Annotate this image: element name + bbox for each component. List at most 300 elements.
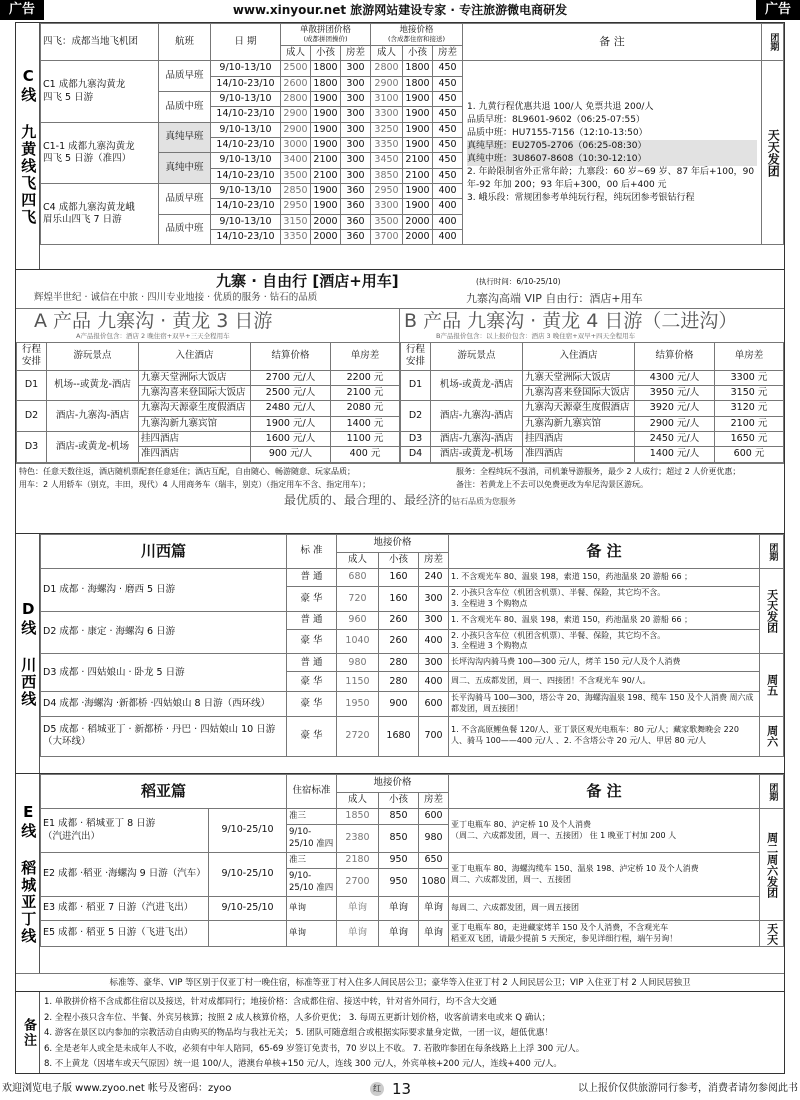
freq-header: 团期	[760, 535, 784, 569]
freq-value: 天天发团	[760, 569, 784, 654]
date-range: 9/10-25/10	[209, 853, 287, 897]
date-range: 9/10-13/10	[211, 184, 281, 199]
remark-line: 6. 全是老年人或全是未成年人不收，必须有中年人陪同，65-69 岁签订免责书，70 岁以上不收。 7. 若散昨参团在每条线路上上浮 300 元/人。	[44, 1043, 585, 1054]
price: 3500	[371, 214, 403, 229]
spot-cell: 酒店-九寨沟-酒店	[47, 401, 139, 432]
day-cell: D3	[401, 432, 431, 447]
remark-line: 8. 不上黄龙（因堵车或天气原因）统一退 100/人，港澳台单核+150 元/人，连线 300 元/人，外宾单核+200 元/人，连线+400 元/人。	[44, 1059, 562, 1069]
product-a-title: A 产品 九寨沟 · 黄龙 3 日游	[34, 310, 273, 332]
section-jiuzhai	[16, 269, 784, 533]
product-name: E1 成都 · 稻城亚丁 8 日游 （汽进汽出）	[41, 809, 209, 853]
price: 1900	[403, 122, 433, 137]
product-b-title: B 产品 九寨沟 · 黄龙 4 日游（二进沟）	[404, 310, 738, 332]
price: 450	[433, 76, 463, 91]
child-header: 小孩	[379, 553, 419, 569]
diff-header: 单房差	[331, 343, 400, 371]
date-range: 9/10-13/10	[211, 122, 281, 137]
jz-title: 九寨 · 自由行 [酒店+用车]	[216, 272, 399, 290]
price-header: 结算价格	[635, 343, 715, 371]
note-line: 2. 年龄限制省外正常年龄；九寨段：60 岁~69 岁、87 年后+100，90 年-92 年加 200；93 年后+300，00 后+400 元	[467, 166, 755, 190]
price: 360	[341, 230, 371, 245]
price: 160	[379, 587, 419, 612]
note-line: 品质早班：8L9601-9602（06:25-07:55）	[467, 114, 645, 125]
section-c-table	[40, 23, 784, 245]
price: 300	[341, 76, 371, 91]
price: 2900	[281, 122, 311, 137]
price: 单询	[419, 897, 449, 921]
price-cell: 3920 元/人	[635, 401, 715, 416]
std-cell: 豪 华	[287, 716, 337, 756]
e-note-header: 备 注	[449, 775, 760, 809]
price: 1900	[403, 107, 433, 122]
std-cell: 豪 华	[287, 629, 337, 654]
price-cell: 2480 元/人	[251, 401, 331, 416]
note-cell: 1. 不含观光车 80、温泉 198，索道 150，药池温泉 20 游船 66 ；	[449, 569, 760, 587]
d-title: 川西篇	[41, 535, 287, 569]
price: 单询	[337, 897, 379, 921]
table-row	[41, 716, 784, 756]
diff-cell: 400 元	[331, 447, 400, 462]
price: 280	[379, 672, 419, 692]
product-name: D2 成都 · 康定 · 海螺沟 6 日游	[41, 611, 287, 654]
price: 3700	[371, 230, 403, 245]
e-std-note: 标准等、豪华、VIP 等区别于仅亚丁村一晚住宿，标准等亚丁村入住多人间民居公卫；豪华等入住亚丁村 2 人间民居公卫；VIP 入住亚丁村 2 人间民居独卫	[16, 973, 784, 991]
price: 360	[341, 184, 371, 199]
price: 3000	[281, 138, 311, 153]
price: 3300	[371, 107, 403, 122]
hotel-header: 入住酒店	[139, 343, 251, 371]
flight-class: 品质早班	[159, 61, 211, 92]
remark-line: 备注：若黄龙上不去可以免费更改为牟尼沟景区游玩。	[456, 479, 648, 489]
product-name: D5 成都 · 稻城亚丁 · 新都桥 · 丹巴 · 四姑娘山 10 日游（大环线）	[41, 716, 287, 756]
price-cell: 2450 元/人	[635, 432, 715, 447]
diff-cell: 1400 元	[331, 416, 400, 431]
note-cell: 1. 不含观光车 80、温泉 198，索道 150，药池温泉 20 游船 66 ；	[449, 611, 760, 629]
hotel-cell: 挂四酒店	[523, 432, 635, 447]
hotel-cell: 九寨沟新九寨宾馆	[523, 416, 635, 431]
jz-slogan: 辉煌半世纪 · 诚信在中旅 · 四川专业地接 · 优质的服务 · 钻石的品质	[34, 292, 318, 303]
price: 450	[433, 138, 463, 153]
table-row	[401, 432, 784, 447]
spot-cell: 机场-或黄龙-酒店	[431, 370, 523, 401]
price: 450	[433, 168, 463, 183]
table-row	[17, 401, 400, 416]
product-b-table	[400, 342, 784, 463]
e-title: 稻亚篇	[41, 775, 287, 809]
product-name: D1 成都 · 海螺沟 · 磨西 5 日游	[41, 569, 287, 612]
note-cell: 2. 小孩只含车位（机团含机票）、半餐、保险，其它均不含。 3. 全程进 3 个购物点	[449, 587, 760, 612]
price: 单询	[419, 921, 449, 947]
date-range: 14/10-23/10	[211, 76, 281, 91]
price: 3350	[281, 230, 311, 245]
day-cell: D1	[17, 370, 47, 401]
footer	[0, 1078, 800, 1100]
spot-cell: 酒店-或黄龙-机场	[431, 447, 523, 462]
date-range: 14/10-23/10	[211, 230, 281, 245]
std-cell: 豪 华	[287, 587, 337, 612]
diff-cell: 3150 元	[715, 386, 784, 401]
adult-header: 成人	[371, 46, 403, 61]
day-cell: D3	[17, 432, 47, 463]
price: 2100	[311, 168, 341, 183]
spot-cell: 酒店-九寨沟-酒店	[431, 432, 523, 447]
date-range: 14/10-23/10	[211, 168, 281, 183]
date-range: 9/10-13/10	[211, 153, 281, 168]
price: 1950	[337, 692, 379, 717]
product-name: E5 成都 · 稻亚 5 日游（飞进飞出）	[41, 921, 209, 947]
std-header: 住宿标准	[287, 775, 337, 809]
date-range: 14/10-23/10	[211, 107, 281, 122]
price: 1040	[337, 629, 379, 654]
price: 950	[379, 853, 419, 869]
price: 3450	[371, 153, 403, 168]
day-header: 行程安排	[401, 343, 431, 371]
price: 360	[341, 214, 371, 229]
ad-label-left: 广告	[0, 0, 44, 20]
price: 1680	[379, 716, 419, 756]
hotel-cell: 九寨沟喜来登国际大饭店	[523, 386, 635, 401]
price: 1900	[311, 92, 341, 107]
note-line: 真纯早班：EU2705-2706（06:25-08:30）	[467, 140, 757, 153]
product-name: D4 成都 ·海螺沟 ·新都桥 ·四姑娘山 8 日游（西环线）	[41, 692, 287, 717]
date-range: 14/10-23/10	[211, 138, 281, 153]
price: 400	[433, 184, 463, 199]
adult-header: 成人	[337, 553, 379, 569]
price: 900	[379, 692, 419, 717]
price: 3100	[371, 92, 403, 107]
group-header: 四飞：成都当地飞机团	[41, 24, 159, 61]
price: 950	[379, 869, 419, 897]
slogan-line: 最优质的、最合理的、最经济的钻石品质为您服务	[283, 492, 516, 507]
section-c-label: C线 九黄线飞四飞	[16, 23, 40, 269]
price-cell: 900 元/人	[251, 447, 331, 462]
price: 400	[433, 230, 463, 245]
note-line: 品质中班：HU7155-7156（12:10-13:50）	[467, 127, 648, 138]
flight-class: 真纯早班	[159, 122, 211, 153]
product-name: C4 成都九寨沟黄龙峨 眉乐山四飞 7 日游	[41, 184, 159, 245]
table-row	[41, 853, 784, 869]
price: 400	[419, 629, 449, 654]
product-name: C1-1 成都九寨沟黄龙 四飞 5 日游（准四）	[41, 122, 159, 183]
flight-header: 航班	[159, 24, 211, 61]
price: 2800	[281, 92, 311, 107]
date-range: 9/10-13/10	[211, 61, 281, 76]
spot-cell: 酒店-或黄龙-机场	[47, 432, 139, 463]
adult-header: 成人	[337, 793, 379, 809]
freq-value: 周六	[760, 716, 784, 756]
price: 1900	[403, 199, 433, 214]
hotel-cell: 九寨天堂洲际大饭店	[523, 370, 635, 385]
price: 2900	[281, 107, 311, 122]
note-line: 3. 峨乐段：常规团参考单纯玩行程，纯玩团参考银钻行程	[467, 193, 695, 204]
price-cell: 3950 元/人	[635, 386, 715, 401]
remark-line: 4. 游客在景区以内参加的宗教活动自由购买的物品均与我社无关； 5. 团队可随意组合或根据实际要求量身定做，一团一议，超低优惠！	[44, 1028, 553, 1038]
product-a-table	[16, 342, 400, 463]
c-notes	[463, 61, 762, 245]
price: 160	[379, 569, 419, 587]
price: 300	[419, 587, 449, 612]
price-cell: 1900 元/人	[251, 416, 331, 431]
price: 960	[337, 611, 379, 629]
price: 2900	[371, 76, 403, 91]
price: 3500	[281, 168, 311, 183]
price: 2000	[311, 214, 341, 229]
price: 1900	[311, 199, 341, 214]
note-cell: 2. 小孩只含车位（机团含机票）、半餐、保险，其它均不含。 3. 全程进 3 个购物点	[449, 629, 760, 654]
table-row	[401, 370, 784, 385]
jj-header: 地接价格	[337, 775, 449, 793]
price: 2700	[337, 869, 379, 897]
jj-header: 地接价格	[337, 535, 449, 553]
table-row	[41, 654, 784, 672]
table-row	[17, 432, 400, 447]
price: 2950	[281, 199, 311, 214]
remark-line: 1. 单散拼价格不含成都住宿以及接送，针对成都同行；地接价格：含成都住宿、接送中转，针对省外同行，均不含大交通	[44, 997, 497, 1007]
day-cell: D2	[17, 401, 47, 432]
table-row	[41, 611, 784, 629]
price: 1900	[403, 138, 433, 153]
price: 1900	[311, 138, 341, 153]
price: 300	[341, 92, 371, 107]
price: 300	[419, 654, 449, 672]
note-header: 备 注	[463, 24, 762, 61]
diff-cell: 2200 元	[331, 370, 400, 385]
diff-header: 房差	[433, 46, 463, 61]
price: 850	[379, 825, 419, 853]
price: 980	[419, 825, 449, 853]
date-range: 9/10-25/10	[209, 897, 287, 921]
section-e-table	[40, 774, 784, 947]
std-cell: 普 通	[287, 654, 337, 672]
flight-class: 品质中班	[159, 214, 211, 245]
freq-header: 团期	[762, 24, 784, 61]
price: 680	[337, 569, 379, 587]
price: 360	[341, 199, 371, 214]
std-cell: 普 通	[287, 611, 337, 629]
date-range: 9/10-25/10	[209, 809, 287, 853]
price: 2950	[371, 184, 403, 199]
hotel-cell: 挂四酒店	[139, 432, 251, 447]
price: 260	[379, 611, 419, 629]
price-sheet	[15, 22, 785, 1074]
table-row	[401, 447, 784, 462]
product-b-sub: B产品报价包含：以上报价包含：酒店 3 晚住宿+双早+四天全程用车	[436, 332, 636, 340]
hotel-cell: 九寨沟天源豪生度假酒店	[139, 401, 251, 416]
remark-line: 2. 全程小孩只含车位、半餐、外宾另核算；按照 2 成人核算价格，人多价更优； 3. 每周五更新计划价格，收客前请来电或来 Q 确认；	[44, 1012, 551, 1023]
diff-cell: 2080 元	[331, 401, 400, 416]
date-range: 9/10-13/10	[211, 214, 281, 229]
price: 1900	[311, 122, 341, 137]
std-header: 标 准	[287, 535, 337, 569]
price: 2850	[281, 184, 311, 199]
remarks-label: 备注	[16, 992, 40, 1073]
d-note-header: 备 注	[449, 535, 760, 569]
note-cell: 亚丁电瓶车 80，走进藏家烤羊 150 及个人消费，不含观光车 稻亚双飞团，请最少提前 5 天预定，参见详细行程，端午另询！	[449, 921, 760, 947]
product-a-sub: A产品报价包含：酒店 2 晚住宿+双早+三天全程用车	[76, 332, 230, 340]
section-e	[16, 773, 784, 991]
price: 700	[419, 716, 449, 756]
price: 300	[341, 168, 371, 183]
freq-value: 天天	[760, 921, 784, 947]
price-cell: 2700 元/人	[251, 370, 331, 385]
jz-exec: (执行时间：6/10-25/10)	[476, 277, 561, 286]
price: 720	[337, 587, 379, 612]
spot-cell: 机场--或黄龙-酒店	[47, 370, 139, 401]
child-header: 小孩	[403, 46, 433, 61]
product-name: E3 成都 · 稻亚 7 日游（汽进飞出）	[41, 897, 209, 921]
price: 300	[341, 61, 371, 76]
price: 450	[433, 107, 463, 122]
price: 260	[379, 629, 419, 654]
note-line: 1. 九黄行程优惠共退 100/人 免票共退 200/人	[467, 101, 654, 112]
diff-header: 房差	[419, 553, 449, 569]
price: 2800	[371, 61, 403, 76]
spot-header: 游玩景点	[431, 343, 523, 371]
std-cell: 单询	[287, 897, 337, 921]
note-cell: 周二、五成都发团，周一、四接团！不含观光车 90/人。	[449, 672, 760, 692]
price: 3350	[371, 138, 403, 153]
section-remarks	[16, 991, 784, 1073]
price: 1900	[311, 184, 341, 199]
diff-header: 单房差	[715, 343, 784, 371]
section-e-label: E线 稻城亚丁线	[16, 774, 40, 973]
note-cell: 每周二、六成都发团，周一周五接团	[449, 897, 760, 921]
price: 1800	[311, 61, 341, 76]
date-range: 14/10-23/10	[211, 199, 281, 214]
table-row	[41, 692, 784, 717]
price: 1150	[337, 672, 379, 692]
section-c	[16, 23, 784, 269]
price: 单询	[379, 921, 419, 947]
std-cell: 准三	[287, 809, 337, 825]
table-row	[41, 569, 784, 587]
price: 450	[433, 153, 463, 168]
child-header: 小孩	[311, 46, 341, 61]
price: 单询	[337, 921, 379, 947]
std-cell: 准三	[287, 853, 337, 869]
price: 300	[419, 611, 449, 629]
price: 2100	[403, 153, 433, 168]
price: 3250	[371, 122, 403, 137]
flight-class: 品质中班	[159, 92, 211, 123]
price: 600	[419, 809, 449, 825]
std-cell: 普 通	[287, 569, 337, 587]
price: 2100	[403, 168, 433, 183]
price-cell: 2500 元/人	[251, 386, 331, 401]
day-cell: D1	[401, 370, 431, 401]
price: 1800	[403, 61, 433, 76]
price: 400	[419, 672, 449, 692]
diff-header: 房差	[341, 46, 371, 61]
diff-cell: 2100 元	[331, 386, 400, 401]
site-tagline: www.xinyour.net 旅游网站建设专家 · 专注旅游微电商研发	[232, 3, 568, 17]
price: 3150	[281, 214, 311, 229]
price: 2720	[337, 716, 379, 756]
price: 450	[433, 122, 463, 137]
price: 2000	[403, 214, 433, 229]
freq-value: 天天发团	[762, 61, 784, 245]
price: 400	[433, 214, 463, 229]
table-row	[17, 370, 400, 385]
hotel-header: 入住酒店	[523, 343, 635, 371]
price: 2180	[337, 853, 379, 869]
price: 240	[419, 569, 449, 587]
note-line: 真纯中班：3U8607-8608（10:30-12:10）	[467, 153, 757, 166]
table-row	[41, 809, 784, 825]
table-row	[41, 921, 784, 947]
freq-value: 周二周六发团	[760, 809, 784, 921]
flight-class: 真纯中班	[159, 153, 211, 184]
jz-vip: 九寨沟高端 VIP 自由行：酒店+用车	[466, 292, 643, 305]
price: 1900	[403, 92, 433, 107]
section-d	[16, 533, 784, 773]
freq-header: 团期	[760, 775, 784, 809]
note-cell: 亚丁电瓶车 80、泸定桥 10 及个人消费 （周二、六成都发团，周一、五接团） 住 1 晚亚丁村加 200 人	[449, 809, 760, 853]
std-cell: 9/10-25/10 准四	[287, 869, 337, 897]
day-header: 行程安排	[17, 343, 47, 371]
price: 1800	[311, 76, 341, 91]
hotel-cell: 九寨天堂洲际大饭店	[139, 370, 251, 385]
diff-cell: 3300 元	[715, 370, 784, 385]
price: 300	[341, 153, 371, 168]
table-row	[41, 897, 784, 921]
child-header: 小孩	[379, 793, 419, 809]
price: 400	[433, 199, 463, 214]
adult-header: 成人	[281, 46, 311, 61]
price: 300	[341, 107, 371, 122]
price: 450	[433, 92, 463, 107]
note-cell: 长坪沟沟内骑马费 100—300 元/人，烤羊 150 元/人及个人消费	[449, 654, 760, 672]
price: 300	[341, 138, 371, 153]
price: 2000	[403, 230, 433, 245]
table-row	[401, 401, 784, 416]
price: 3400	[281, 153, 311, 168]
flight-class: 品质早班	[159, 184, 211, 215]
price: 450	[433, 61, 463, 76]
price: 2500	[281, 61, 311, 76]
std-cell: 单询	[287, 921, 337, 947]
note-cell: 长平沟骑马 100—300，塔公寺 20、海螺沟温泉 198、缆车 150 及个人消费 周六成都发团，周五接团！	[449, 692, 760, 717]
hotel-cell: 准四酒店	[139, 447, 251, 462]
diff-cell: 1650 元	[715, 432, 784, 447]
sanke-header: 单散拼团价格 (成都拼团操价)	[281, 24, 371, 46]
price: 1800	[403, 76, 433, 91]
red-badge: 红	[370, 1082, 384, 1096]
price: 1850	[337, 809, 379, 825]
std-cell: 豪 华	[287, 672, 337, 692]
date-header: 日 期	[211, 24, 281, 61]
hotel-cell: 九寨沟天源豪生度假酒店	[523, 401, 635, 416]
price: 单询	[379, 897, 419, 921]
spot-cell: 酒店-九寨沟-酒店	[431, 401, 523, 432]
price-cell: 1400 元/人	[635, 447, 715, 462]
section-d-table	[40, 534, 784, 757]
date-range	[209, 921, 287, 947]
spot-header: 游玩景点	[47, 343, 139, 371]
price: 2100	[311, 153, 341, 168]
hotel-cell: 准四酒店	[523, 447, 635, 462]
day-cell: D2	[401, 401, 431, 432]
price-cell: 1600 元/人	[251, 432, 331, 447]
price: 300	[341, 122, 371, 137]
jiejie-header: 地接价格 (含成都住宿和接送)	[371, 24, 463, 46]
diff-cell: 1100 元	[331, 432, 400, 447]
price-cell: 4300 元/人	[635, 370, 715, 385]
price: 2380	[337, 825, 379, 853]
price: 2000	[311, 230, 341, 245]
diff-cell: 3120 元	[715, 401, 784, 416]
feature-line-1: 特色：任意天数往返，酒店随机票配套任意延住；酒店互配，自由随心、畅游随意、玩家品质；	[19, 466, 355, 476]
